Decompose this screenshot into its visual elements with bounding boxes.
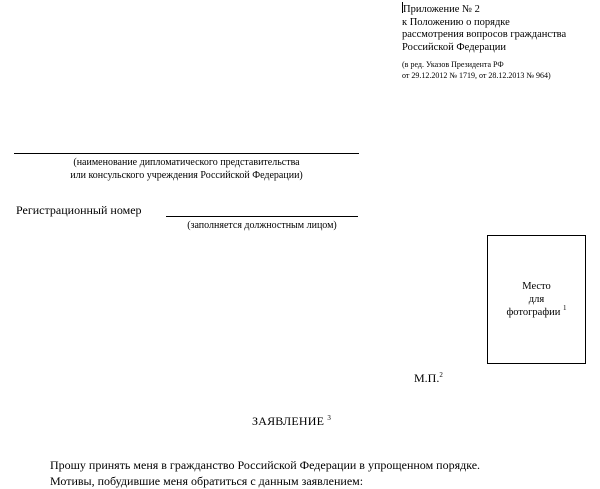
body-line-2: Мотивы, побудившие меня обратиться с данным заявлением: — [50, 474, 364, 488]
annex-line-2: к Положению о порядке — [402, 16, 510, 28]
title-footnote: 3 — [327, 414, 332, 422]
amendment-note — [402, 59, 551, 81]
annex-number: Приложение № 2 — [403, 4, 480, 15]
stamp-text: М.П. — [414, 371, 440, 385]
stamp-footnote: 2 — [439, 371, 443, 379]
registration-caption: (заполняется должностным лицом) — [187, 220, 337, 231]
annex-line-3: рассмотрения вопросов гражданства — [402, 29, 567, 41]
annex-header — [402, 2, 566, 54]
stamp-label — [414, 371, 443, 386]
mission-caption-line-2: или консульского учреждения Российской Федерации) — [70, 170, 303, 181]
photo-line-3: фотографии — [506, 307, 561, 318]
registration-label: Регистрационный номер — [16, 203, 142, 217]
mission-caption — [14, 156, 359, 182]
amendment-line-2: от 29.12.2012 № 1719, от 28.12.2013 № 964) — [402, 71, 551, 80]
amendment-line-1: (в ред. Указов Президента РФ — [402, 60, 504, 69]
body-line-1: Прошу принять меня в гражданство Российской Федерации в упрощенном порядке. — [50, 458, 481, 472]
registration-number-line — [166, 216, 358, 217]
photo-placeholder — [487, 235, 586, 364]
annex-line-4: Российской Федерации — [402, 41, 506, 53]
title-text: ЗАЯВЛЕНИЕ — [252, 414, 325, 428]
photo-line-2: для — [528, 294, 545, 305]
document-title — [252, 414, 331, 429]
photo-footnote: 1 — [563, 304, 567, 312]
mission-name-line — [14, 153, 359, 154]
photo-line-1: Место — [522, 281, 551, 292]
mission-caption-line-1: (наименование дипломатического представительства — [73, 157, 300, 168]
